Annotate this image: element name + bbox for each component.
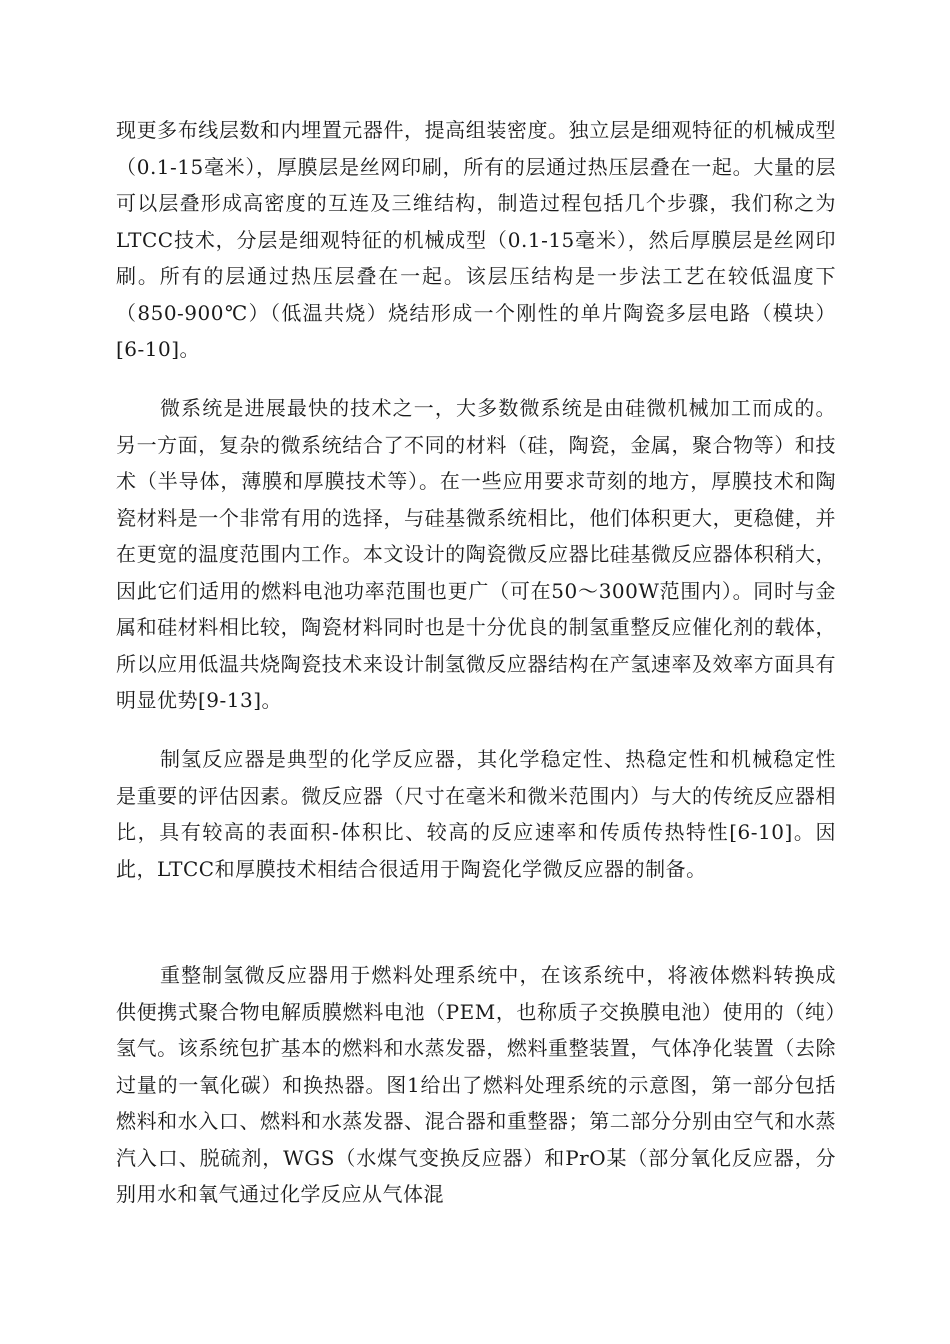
paragraph-microsystems: 微系统是进展最快的技术之一，大多数微系统是由硅微机械加工而成的。另一方面，复杂的微系统结合了不同的材料（硅，陶瓷，金属，聚合物等）和技术（半导体，薄膜和厚膜技术等）。在一些应用要求苛刻的地方，厚膜技术和陶瓷材料是一个非常有用的选择，与硅基微系统相比，他们体积更大，更稳健，并在更宽的温度范围内工作。本文设计的陶瓷微反应器比硅基微反应器体积稍大，因此它们适用的燃料电池功率范围也更广（可在50～300W范围内）。同时与金属和硅材料相比较，陶瓷材料同时也是十分优良的制氢重整反应催化剂的载体，所以应用低温共烧陶瓷技术来设计制氢微反应器结构在产氢速率及效率方面具有明显优势[9-13]。 [116,396,836,712]
paragraph-hydrogen-reactor: 制氢反应器是典型的化学反应器，其化学稳定性、热稳定性和机械稳定性是重要的评估因素。微反应器（尺寸在毫米和微米范围内）与大的传统反应器相比，具有较高的表面积-体积比、较高的反应速率和传质传热特性[6-10]。因此，LTCC和厚膜技术相结合很适用于陶瓷化学微反应器的制备。 [116,747,836,881]
paragraph-fuel-processing: 重整制氢微反应器用于燃料处理系统中，在该系统中，将液体燃料转换成供便携式聚合物电解质膜燃料电池（PEM，也称质子交换膜电池）使用的（纯）氢气。该系统包扩基本的燃料和水蒸发器，燃料重整装置，气体净化装置（去除过量的一氧化碳）和换热器。图1给出了燃料处理系统的示意图，第一部分包括燃料和水入口、燃料和水蒸发器、混合器和重整器；第二部分分别由空气和水蒸汽入口、脱硫剂，WGS（水煤气变换反应器）和PrO某（部分氧化反应器，分别用水和氧气通过化学反应从气体混 [116,963,836,1206]
paragraph-ltcc-layers: 现更多布线层数和内埋置元器件，提高组装密度。独立层是细观特征的机械成型（0.1-15毫米），厚膜层是丝网印刷，所有的层通过热压层叠在一起。大量的层可以层叠形成高密度的互连及三维结构，制造过程包括几个步骤，我们称之为LTCC技术，分层是细观特征的机械成型（0.1-15毫米），然后厚膜层是丝网印刷。所有的层通过热压层叠在一起。该层压结构是一步法工艺在较低温度下（850-900℃）（低温共烧）烧结形成一个刚性的单片陶瓷多层电路（模块）[6-10]。 [116,118,836,361]
